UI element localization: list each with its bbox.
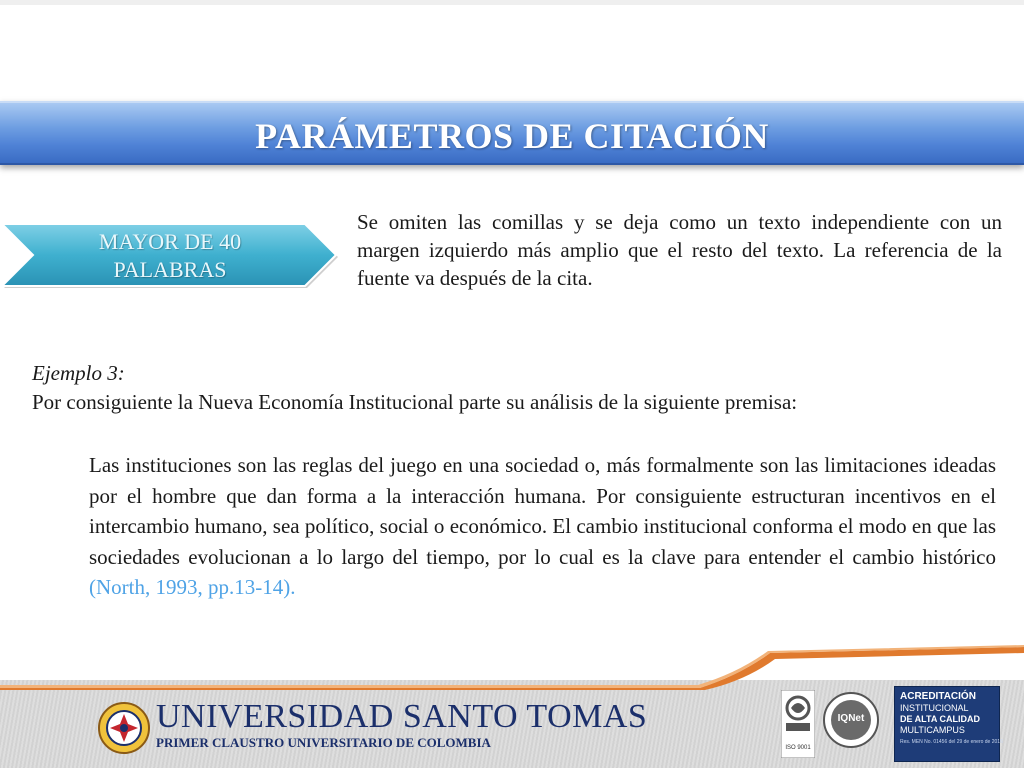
accreditation-line2: INSTITUCIONAL [900, 703, 969, 713]
section-label: MAYOR DE 40 PALABRAS [98, 229, 242, 282]
block-quote [89, 450, 996, 603]
quote-text: Las instituciones son las reglas del juego en una sociedad o, más formalmente son las limitaciones ideadas por el hombre que dan forma a la interacción humana. Por consiguiente estructuran incentivos en el intercambio humano, sea político, social o económico. El cambio institucional conforma el modo en que las sociedades evolucionan a lo largo del tiempo, por lo cual es la clave para entender el cambio histórico [89, 453, 996, 569]
accreditation-badge [894, 686, 1003, 762]
title-bar [0, 101, 1024, 165]
footer-swoosh [0, 645, 1024, 690]
example-label: Ejemplo 3: [32, 361, 125, 385]
slide-title: PARÁMETROS DE CITACIÓN [255, 116, 769, 156]
accreditation-line4: MULTICAMPUS [900, 725, 965, 735]
example-intro: Por consiguiente la Nueva Economía Institucional parte su análisis de la siguiente premisa: [32, 390, 798, 414]
iqnet-cert-label: IQNet [837, 713, 865, 724]
quote-citation: (North, 1993, pp.13-14). [89, 575, 296, 599]
university-name: UNIVERSIDAD SANTO TOMAS [156, 698, 648, 735]
accreditation-line5: Res. MEN No. 01456 del 29 de enero de 2016 [900, 739, 1003, 745]
description-text: Se omiten las comillas y se deja como un texto independiente con un margen izquierdo más amplio que el resto del texto. La referencia de la fuente va después de la cita. [357, 210, 1002, 290]
accreditation-line1: ACREDITACIÓN [900, 691, 976, 702]
accreditation-line3: DE ALTA CALIDAD [900, 714, 980, 724]
top-strip [0, 0, 1024, 5]
university-seal-icon [98, 702, 150, 754]
university-subtitle: PRIMER CLAUSTRO UNIVERSITARIO DE COLOMBIA [156, 735, 491, 750]
iso-cert-label: ISO 9001 [785, 745, 811, 751]
